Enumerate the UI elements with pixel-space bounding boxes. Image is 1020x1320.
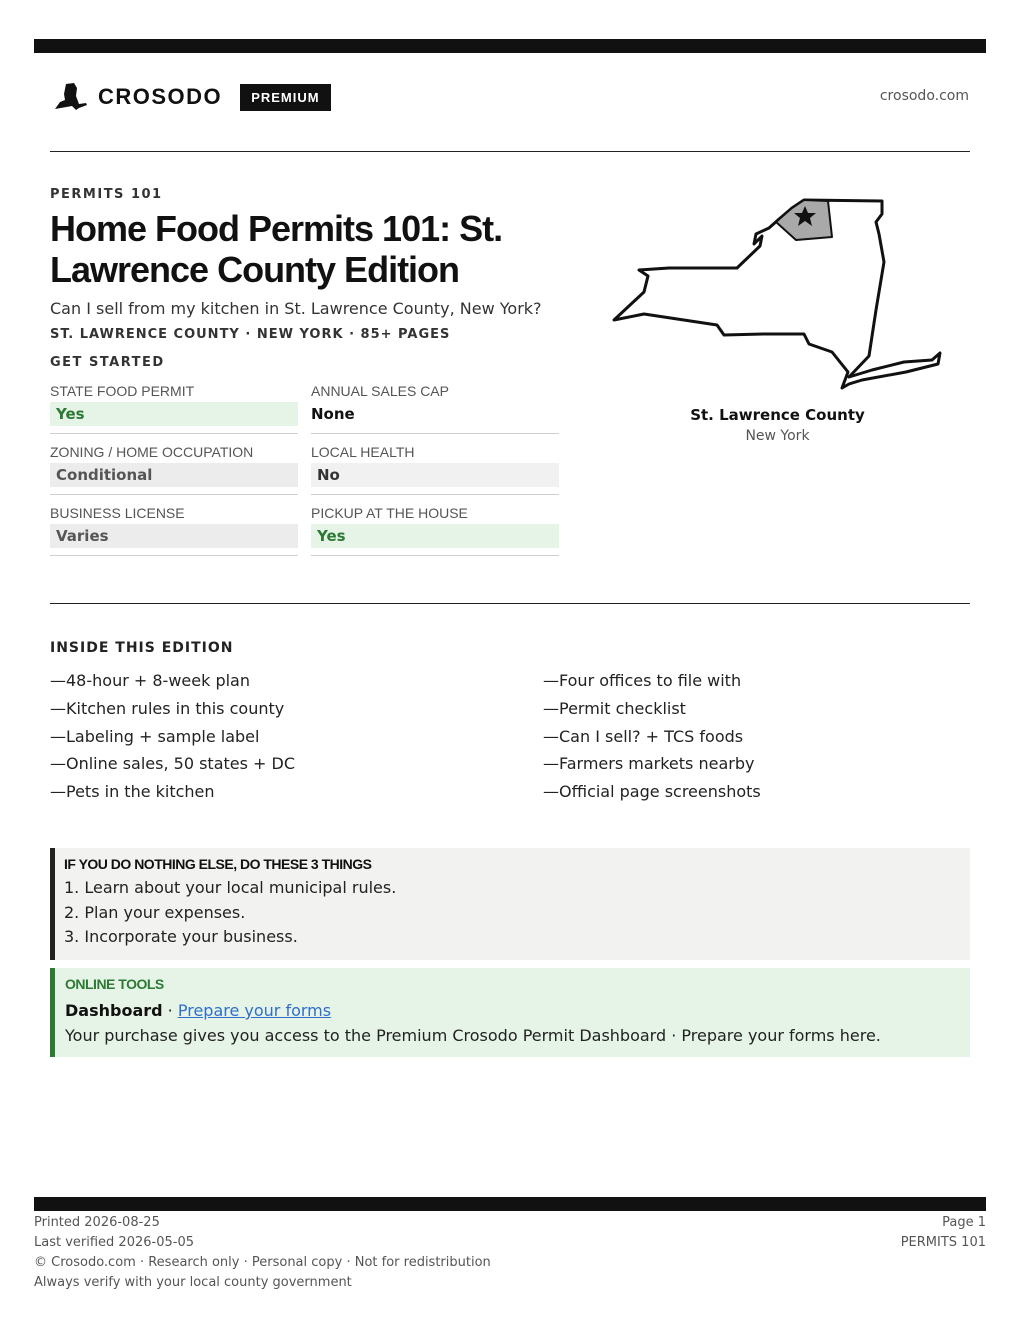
list-item: 3. Incorporate your business. [64,927,298,946]
tools-description: Your purchase gives you access to the Premium Crosodo Permit Dashboard · Prepare your forms here. [65,1026,881,1045]
three-things-callout [50,848,970,960]
list-item: —Labeling + sample label [50,726,260,746]
prepare-forms-link[interactable]: Prepare your forms [177,1001,332,1020]
fact-local-health [311,443,559,495]
map-state-label: New York [745,428,810,444]
fact-value: Conditional [50,463,298,487]
state-outline [614,200,940,388]
footer-right [901,1213,986,1253]
brand [52,80,331,114]
list-item: —Can I sell? + TCS foods [543,726,744,746]
footer-section: PERMITS 101 [900,1235,986,1250]
verified-date: Last verified 2026-05-05 [34,1235,194,1250]
page-title: Home Food Permits 101: St. Lawrence County Edition [50,208,503,290]
page-number: Page 1 [942,1215,986,1230]
fact-value: Yes [311,524,559,548]
fact-label: STATE FOOD PERMIT [50,383,195,399]
footer-bar [34,1197,986,1211]
callout-title: IF YOU DO NOTHING ELSE, DO THESE 3 THINGS [64,856,372,872]
section-divider [50,603,970,604]
online-tools-callout [50,968,970,1057]
fact-state-food-permit [50,382,298,434]
list-item: —Pets in the kitchen [50,782,215,802]
page-subtitle: Can I sell from my kitchen in St. Lawrence County, New York? [50,299,542,318]
new-york-state-map [604,192,949,397]
list-item: —Online sales, 50 states + DC [50,754,296,774]
verify-note: Always verify with your local county government [34,1275,352,1290]
fact-business-license [50,504,298,556]
contents-list-right [543,667,761,806]
callout-title: ONLINE TOOLS [65,976,164,992]
section-eyebrow: PERMITS 101 [50,187,163,202]
site-url[interactable]: crosodo.com [879,88,969,104]
list-item: —Permit checklist [543,698,686,718]
brand-name: CROSODO [98,84,223,109]
copyright: © Crosodo.com · Research only · Personal copy · Not for redistribution [34,1255,491,1270]
fact-label: PICKUP AT THE HOUSE [311,505,468,521]
list-item: —Four offices to file with [543,671,742,690]
dashboard-label: Dashboard [65,1001,163,1020]
get-started-heading: GET STARTED [50,355,165,370]
fact-label: LOCAL HEALTH [311,444,415,460]
printed-date: Printed 2026-08-25 [34,1215,160,1230]
header-divider [50,151,970,152]
list-item: —48-hour + 8-week plan [50,671,250,690]
dashboard-line [65,998,970,1023]
fact-label: BUSINESS LICENSE [50,505,185,521]
fact-annual-sales-cap [311,382,559,434]
list-item: —Farmers markets nearby [543,754,755,774]
edition-meta: ST. LAWRENCE COUNTY · NEW YORK · 85+ PAGES [50,327,451,342]
fact-label: ZONING / HOME OCCUPATION [50,444,254,460]
fact-pickup-at-house [311,504,559,556]
list-item: 2. Plan your expenses. [64,902,246,922]
fact-value: No [311,463,559,487]
inside-edition-heading: INSIDE THIS EDITION [50,640,234,656]
footer-left [34,1213,491,1293]
list-item: —Kitchen rules in this county [50,698,285,718]
contents-list-left [50,667,295,806]
separator: · [162,1001,178,1020]
map-county-label: St. Lawrence County [690,406,865,424]
fact-value: None [311,405,355,423]
new-york-logo-icon [52,82,88,112]
list-item: —Official page screenshots [543,782,761,802]
permit-facts-grid [50,382,559,556]
top-bar [34,39,986,53]
fact-value: Varies [50,524,298,548]
fact-zoning [50,443,298,495]
premium-badge: PREMIUM [240,84,330,111]
fact-value: Yes [50,402,298,426]
list-item: 1. Learn about your local municipal rules. [64,878,397,897]
fact-label: ANNUAL SALES CAP [311,383,449,399]
